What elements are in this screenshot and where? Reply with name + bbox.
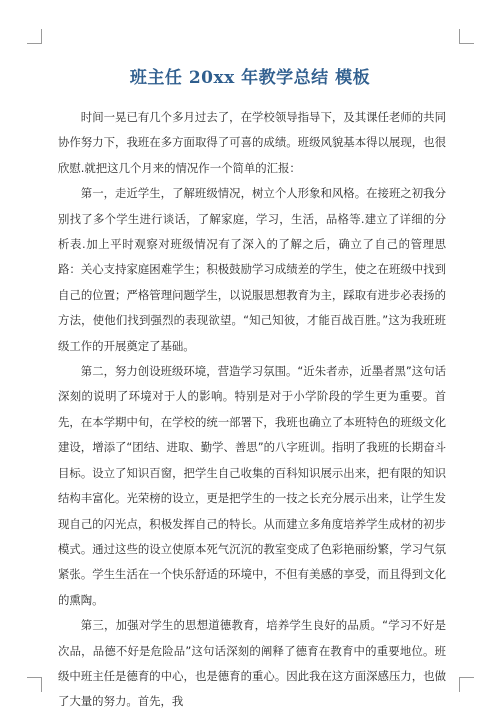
document-title: 班主任 20xx 年教学总结 模板	[129, 68, 371, 88]
paragraph-intro: 时间一晃已有几个多月过去了，在学校领导指导下，及其课任老师的共同协作努力下，我班在多方面取得了可喜的成绩。班级风貌基本得以展现，也很欣慰.就把这几个月来的情况作一个简单的汇报：	[58, 110, 446, 175]
crop-mark-bottom-left	[27, 677, 42, 692]
paragraph-second: 第二，努力创设班级环境，营造学习氛围。“近朱者赤，近墨者黑”这句话深刻的说明了环境对于人的影响。特别是对于小学阶段的学生更为重要。首先，在本学期中旬，在学校的统一部署下，我班也确立了本班特色的班级文化建设，增添了“团结、进取、勤学、善思”的八字班训。指明了我班的长期奋斗目标。设立了知识百窗，把学生自己收集的百科知识展示出来，把有限的知识结构丰富化。光荣榜的设立，更是把学生的一技之长充分展示出来，让学生发现自己的闪光点，积极发挥自己的特长。从而建立多角度培养学生成材的初步模式。通过这些的设立使原本死气沉沉的教室变成了色彩艳丽纷繁，学习气氛紧张。学生生活在一个快乐舒适的环境中，不但有美感的享受，而且得到文化的熏陶。	[58, 364, 446, 607]
crop-mark-bottom-right	[459, 677, 474, 692]
paragraph-third: 第三，加强对学生的思想道德教育，培养学生良好的品质。“学习不好是次品，品德不好是危险品”这句话深刻的阐释了德育在教育中的重要地位。班级中班主任是德育的中心，也是德育的重心。因此我在这方面深感压力，也做了大量的努力。首先，我	[58, 618, 446, 709]
crop-mark-top-left	[27, 29, 42, 44]
crop-mark-top-right	[459, 29, 474, 44]
document-body	[58, 105, 446, 715]
paragraph-first: 第一，走近学生，了解班级情况，树立个人形象和风格。在接班之初我分别找了多个学生进行谈话，了解家庭，学习，生活，品格等.建立了详细的分析表.加上平时观察对班级情况有了深入的了解之后，确立了自己的管理思路：关心支持家庭困难学生；积极鼓励学习成绩差的学生，使之在班级中找到自己的位置；严格管理问题学生，以说服思想教育为主，踩取有进步必表扬的方法，使他们找到强烈的表现欲望。“知己知彼，才能百战百胜。”这为我班班级工作的开展奠定了基础。	[58, 186, 446, 353]
